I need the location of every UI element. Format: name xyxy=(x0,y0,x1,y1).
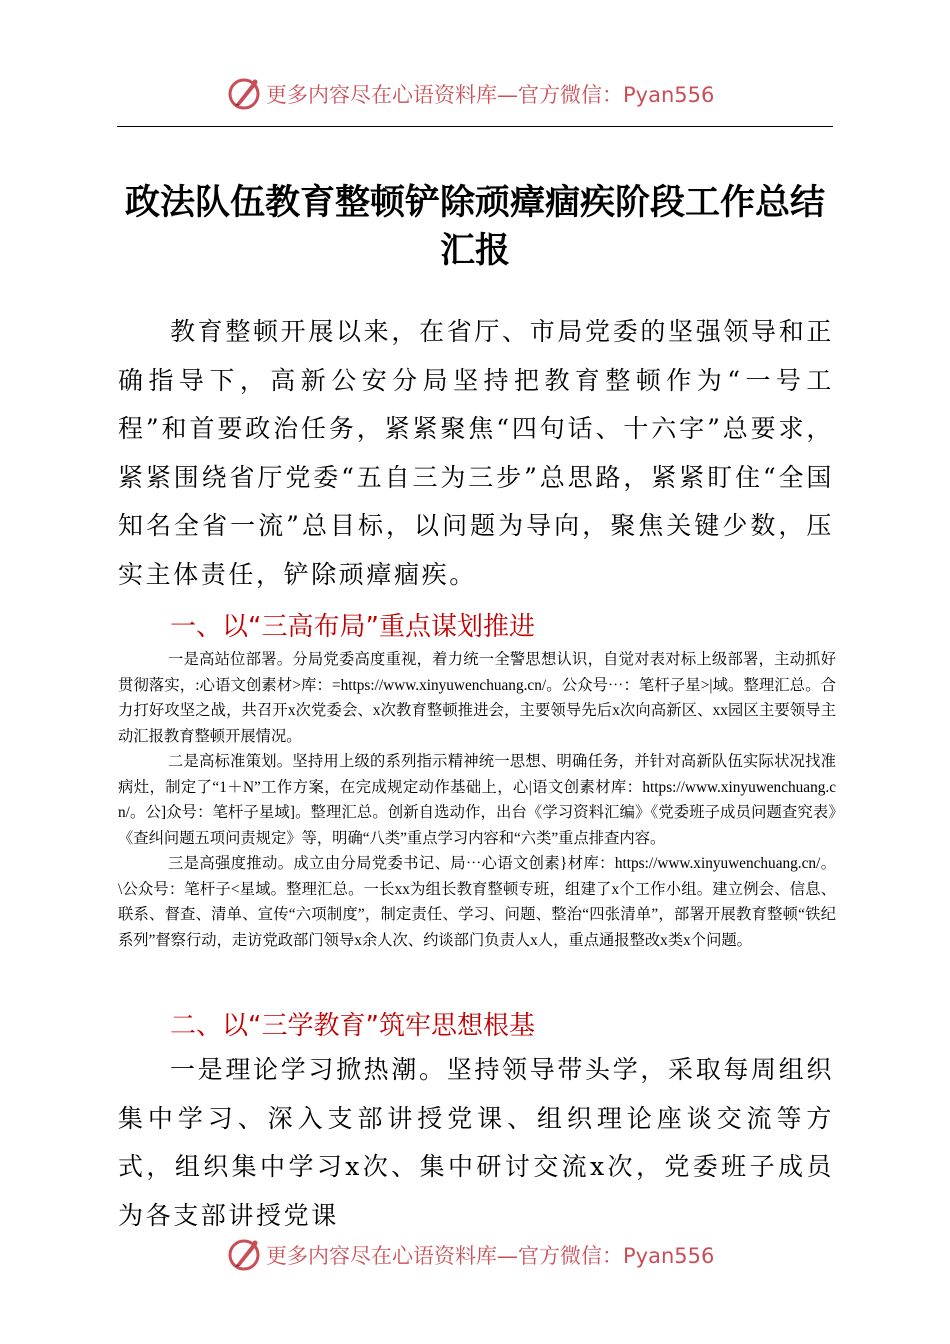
banner-text: 更多内容尽在心语资料库—官方微信：Pyan556 xyxy=(266,83,715,107)
header-banner xyxy=(0,73,950,113)
section-2-paragraph: 一是理论学习掀热潮。坚持领导带头学，采取每周组织集中学习、深入支部讲授党课、组织理论座谈交流等方式，组织集中学习x次、集中研讨交流x次，党委班子成员为各支部讲授党课 xyxy=(118,1055,834,1230)
document-title-line-2: 汇报 xyxy=(439,230,510,271)
section-1-paragraph: 一是高站位部署。分局党委高度重视，着力统一全警思想认识，自觉对表对标上级部署，主动抓好贯彻落实，:心语文创素材>库：=https://www.xinyuwenchuang.cn/。公众号⋯：笔杆子星>|域。整理汇总。合力打好攻坚之战，共召开x次党委会、x次教育整顿推进会，主要领导先后x次向高新区、xx园区主要领导主动汇报教育整顿开展情况。 xyxy=(118,651,836,745)
header-divider xyxy=(117,126,833,127)
footer-banner xyxy=(0,1234,950,1274)
section-1-body xyxy=(118,647,836,953)
section-1-paragraph: 三是高强度推动。成立由分局党委书记、局⋯心语文创素}材库：https://www.xinyuwenchuang.cn/。\公众号：笔杆子<星域。整理汇总。一长xx为组长教育整顿专班，组建了x个工作小组。建立例会、信息、联系、督查、清单、宣传“六项制度”，制定责任、学习、问题、整治“四张清单”，部署开展教育整顿“铁纪系列”督察行动，走访党政部门领导x余人次、约谈部门负责人x人，重点通报整改x类x个问题。 xyxy=(118,855,836,949)
section-1-heading: 一、以“三高布局”重点谋划推进 xyxy=(170,612,535,642)
pen-logo-icon xyxy=(224,73,264,113)
section-1-paragraph: 二是高标准策划。坚持用上级的系列指示精神统一思想、明确任务，并针对高新队伍实际状况找准病灶，制定了“1＋N”工作方案，在完成规定动作基础上，心|语文创素材库：https://www.xinyuwenchuang.cn/。公]众号：笔杆子星域]。整理汇总。创新自选动作，出台《学习资料汇编》《党委班子成员问题查究表》《查纠问题五项问责规定》等，明确“八类”重点学习内容和“六类”重点排查内容。 xyxy=(118,753,836,847)
intro-paragraph-block xyxy=(118,308,834,599)
section-2-body xyxy=(118,1046,834,1230)
intro-paragraph: 教育整顿开展以来，在省厅、市局党委的坚强领导和正确指导下，高新公安分局坚持把教育整顿作为“一号工程”和首要政治任务，紧紧聚焦“四句话、十六字”总要求，紧紧围绕省厅党委“五自三为三步”总思路，紧紧盯住“全国知名全省一流”总目标，以问题为导向，聚焦关键少数，压实主体责任，铲除顽瘴痼疾。 xyxy=(118,317,834,589)
pen-logo-icon xyxy=(224,1234,264,1274)
banner-text: 更多内容尽在心语资料库—官方微信：Pyan556 xyxy=(266,1244,715,1268)
section-2-heading: 二、以“三学教育”筑牢思想根基 xyxy=(170,1011,535,1041)
document-title-line-1: 政法队伍教育整顿铲除顽瘴痼疾阶段工作总结 xyxy=(124,182,825,223)
